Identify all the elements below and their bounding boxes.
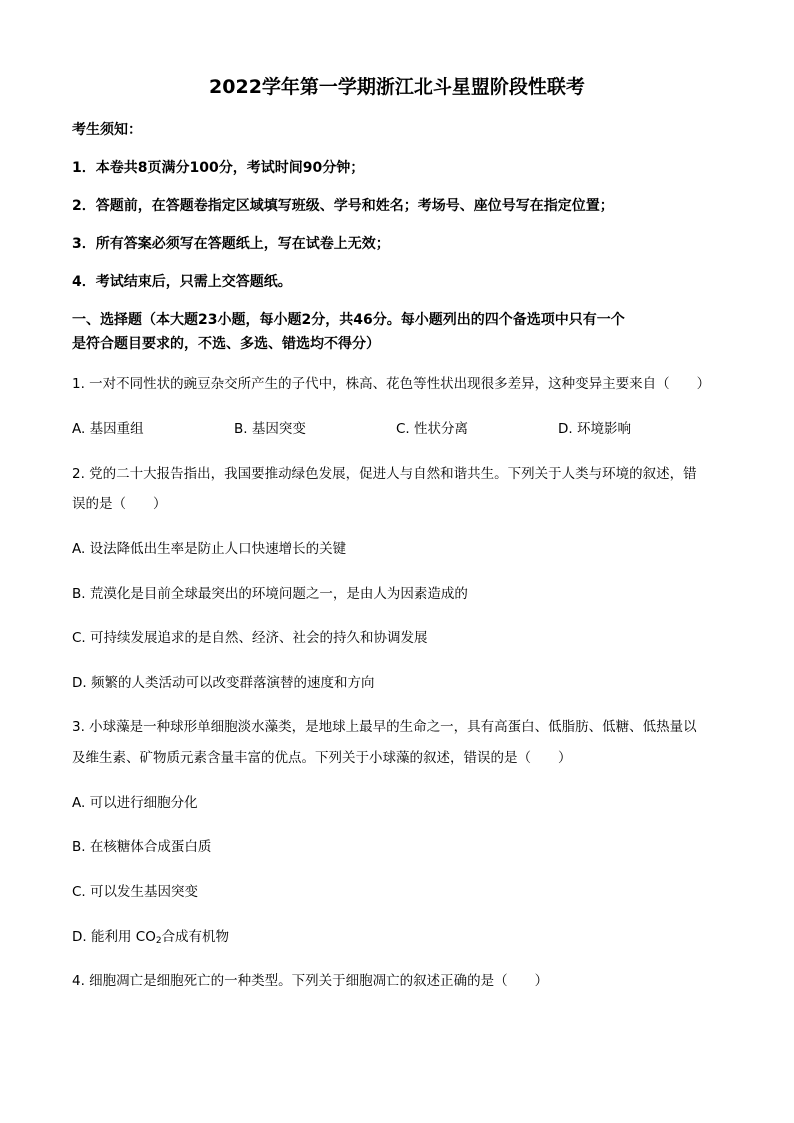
question-1-options bbox=[72, 419, 728, 439]
question-2-option-c: C. 可持续发展追求的是自然、经济、社会的持久和协调发展 bbox=[72, 630, 428, 646]
question-2-stem-line-2: 误的是（ ） bbox=[72, 496, 167, 512]
question-2-option-b: B. 荒漠化是目前全球最突出的环境问题之一，是由人为因素造成的 bbox=[72, 586, 468, 602]
question-1-option-c: C. 性状分离 bbox=[396, 421, 469, 437]
question-4-stem: 4. 细胞凋亡是细胞死亡的一种类型。下列关于细胞凋亡的叙述正确的是（ ） bbox=[72, 973, 549, 989]
notice-item-3: 3．所有答案必须写在答题纸上，写在试卷上无效； bbox=[72, 236, 390, 252]
notice-item-4: 4．考试结束后，只需上交答题纸。 bbox=[72, 274, 292, 290]
question-2-option-d: D. 频繁的人类活动可以改变群落演替的速度和方向 bbox=[72, 675, 375, 691]
notice-heading: 考生须知： bbox=[72, 122, 142, 138]
question-1-stem: 1. 一对不同性状的豌豆杂交所产生的子代中，株高、花色等性状出现很多差异，这种变异主要来自（ ） bbox=[72, 376, 711, 392]
question-3-option-d bbox=[72, 927, 728, 951]
exam-title: 2022学年第一学期浙江北斗星盟阶段性联考 bbox=[209, 76, 585, 98]
question-3-option-c: C. 可以发生基因突变 bbox=[72, 884, 199, 900]
question-3-stem-line-2: 及维生素、矿物质元素含量丰富的优点。下列关于小球藻的叙述，错误的是（ ） bbox=[72, 750, 572, 766]
notice-item-2: 2．答题前，在答题卷指定区域填写班级、学号和姓名；考场号、座位号写在指定位置； bbox=[72, 198, 614, 214]
question-3-option-a: A. 可以进行细胞分化 bbox=[72, 795, 198, 811]
question-3-option-d-post: 合成有机物 bbox=[161, 929, 230, 945]
question-1-option-b: B. 基因突变 bbox=[234, 421, 306, 437]
section-heading-line-1: 一、选择题（本大题23小题，每小题2分，共46分。每小题列出的四个备选项中只有一个 bbox=[72, 312, 625, 328]
question-2-option-a: A. 设法降低出生率是防止人口快速增长的关键 bbox=[72, 541, 347, 557]
question-3-stem-line-1: 3. 小球藻是一种球形单细胞淡水藻类，是地球上最早的生命之一，具有高蛋白、低脂肪、低糖、低热量以 bbox=[72, 719, 697, 735]
question-3-option-d-subscript: 2 bbox=[155, 936, 162, 946]
question-1-option-a: A. 基因重组 bbox=[72, 421, 144, 437]
section-heading-line-2: 是符合题目要求的，不选、多选、错选均不得分） bbox=[72, 336, 380, 352]
question-1-option-d: D. 环境影响 bbox=[558, 421, 631, 437]
question-3-option-b: B. 在核糖体合成蛋白质 bbox=[72, 839, 212, 855]
notice-item-1: 1．本卷共8页满分100分，考试时间90分钟； bbox=[72, 160, 365, 176]
question-2-stem-line-1: 2. 党的二十大报告指出，我国要推动绿色发展，促进人与自然和谐共生。下列关于人类与环境的叙述，错 bbox=[72, 466, 697, 482]
question-3-option-d-pre: D. 能利用 CO bbox=[72, 929, 156, 945]
